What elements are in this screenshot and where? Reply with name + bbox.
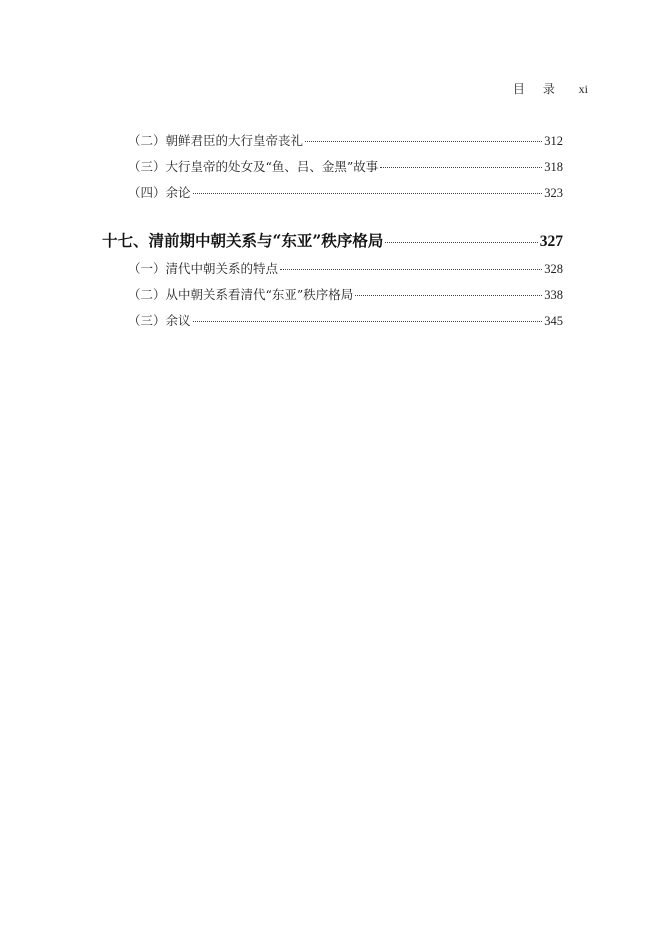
- table-of-contents: [102, 128, 563, 334]
- dot-leader: [193, 193, 543, 194]
- toc-entry[interactable]: [102, 256, 563, 282]
- dot-leader: [355, 295, 542, 296]
- running-header-title: 目录: [512, 82, 573, 96]
- toc-entry-page: 328: [544, 262, 563, 276]
- toc-entry-page: 338: [544, 288, 563, 302]
- toc-entry-label: （一）清代中朝关系的特点: [128, 261, 279, 276]
- toc-entry[interactable]: [102, 282, 563, 308]
- toc-entry-label: （二）从中朝关系看清代“东亚”秩序格局: [128, 287, 354, 302]
- toc-entry[interactable]: [102, 154, 563, 180]
- toc-entry-page: 318: [544, 160, 563, 174]
- dot-leader: [193, 321, 543, 322]
- toc-entry-label: （四）余论: [128, 185, 191, 200]
- toc-entry-page: 312: [544, 134, 563, 148]
- toc-entry[interactable]: [102, 308, 563, 334]
- toc-chapter-page: 327: [539, 233, 563, 250]
- toc-chapter-label: 十七、清前期中朝关系与“东亚”秩序格局: [102, 231, 384, 250]
- running-header-page-number: xi: [578, 82, 588, 96]
- dot-leader: [380, 167, 542, 168]
- dot-leader: [385, 242, 537, 243]
- dot-leader: [280, 269, 542, 270]
- toc-entry-page: 323: [544, 186, 563, 200]
- toc-entry[interactable]: [102, 180, 563, 206]
- toc-entry-label: （三）大行皇帝的处女及“鱼、吕、金黑”故事: [128, 159, 379, 174]
- toc-chapter-entry[interactable]: [102, 226, 563, 256]
- dot-leader: [305, 141, 542, 142]
- toc-entry[interactable]: [102, 128, 563, 154]
- running-header: [513, 80, 588, 97]
- toc-entry-label: （二）朝鲜君臣的大行皇帝丧礼: [128, 133, 304, 148]
- toc-entry-page: 345: [544, 314, 563, 328]
- toc-entry-label: （三）余议: [128, 313, 191, 328]
